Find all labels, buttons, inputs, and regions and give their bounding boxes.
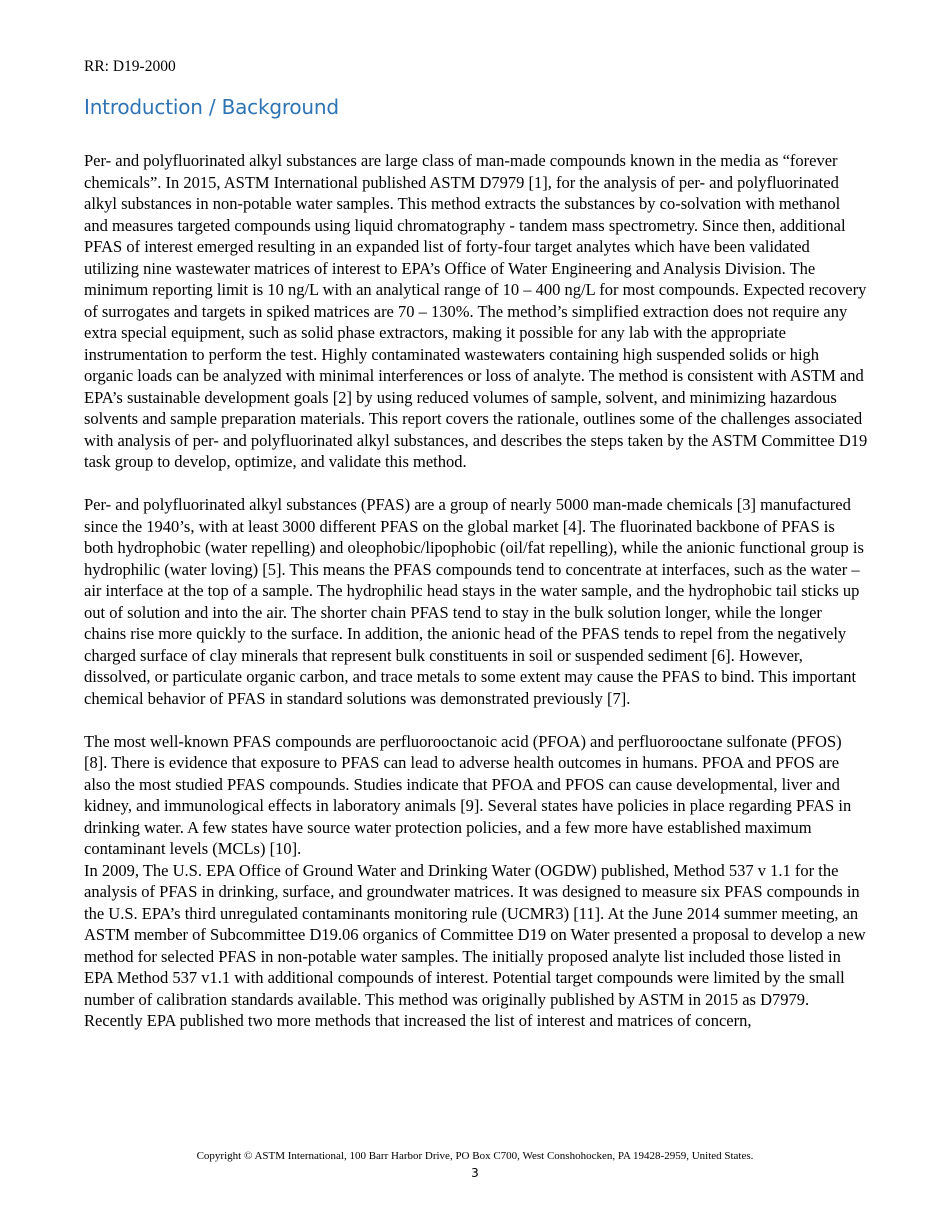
paragraph-spacer	[84, 473, 868, 495]
paragraph-pfas-properties: Per- and polyfluorinated alkyl substances (PFAS) are a group of nearly 5000 man-made chemicals [3] manufactured since the 1940’s, with at least 3000 different PFAS on the global market [4]. The fluorinated backbone of PFAS is both hydrophobic (water repelling) and oleophobic/lipophobic (oil/fat repelling), while the anionic functional group is hydrophilic (water loving) [5]. This means the PFAS compounds tend to concentrate at interfaces, such as the water – air interface at the top of a sample. The hydrophilic head stays in the water sample, and the hydrophobic tail sticks up out of solution and into the air. The shorter chain PFAS tend to stay in the bulk solution longer, while the longer chains rise more quickly to the surface. In addition, the anionic head of the PFAS tends to repel from the negatively charged surface of clay minerals that represent bulk constituents in soil or suspended sediment [6]. However, dissolved, or particulate organic carbon, and trace metals to some extent may cause the PFAS to bind. This important chemical behavior of PFAS in standard solutions was demonstrated previously [7].	[84, 495, 864, 708]
copyright-footer: Copyright © ASTM International, 100 Barr Harbor Drive, PO Box C700, West Conshohocken, PA 19428-2959, United States.	[196, 1150, 754, 1162]
page-number: 3	[471, 1166, 479, 1180]
section-heading: Introduction / Background	[84, 95, 339, 119]
paragraph-epa-history: In 2009, The U.S. EPA Office of Ground Water and Drinking Water (OGDW) published, Method 537 v 1.1 for the analysis of PFAS in drinking, surface, and groundwater matrices. It was designed to measure six PFAS compounds in the U.S. EPA’s third unregulated contaminants monitoring rule (UCMR3) [11]. At the June 2014 summer meeting, an ASTM member of Subcommittee D19.06 organics of Committee D19 on Water presented a proposal to develop a new method for selected PFAS in non-potable water samples. The initially proposed analyte list included those listed in EPA Method 537 v1.1 with additional compounds of interest. Potential target compounds were limited by the small number of calibration standards available. This method was originally published by ASTM in 2015 as D7979. Recently EPA published two more methods that increased the list of interest and matrices of concern,	[84, 860, 866, 1030]
body-text	[84, 150, 868, 1032]
paragraph-intro: Per- and polyfluorinated alkyl substances are large class of man-made compounds known in the media as “forever chemicals”. In 2015, ASTM International published ASTM D7979 [1], for the analysis of per- and polyfluorinated alkyl substances in non-potable water samples. This method extracts the substances by co-solvation with methanol and measures targeted compounds using liquid chromatography - tandem mass spectrometry. Since then, additional PFAS of interest emerged resulting in an expanded list of forty-four target analytes which have been validated utilizing nine wastewater matrices of interest to EPA’s Office of Water Engineering and Analysis Division. The minimum reporting limit is 10 ng/L with an analytical range of 10 – 400 ng/L for most compounds. Expected recovery of surrogates and targets in spiked matrices are 70 – 130%. The method’s simplified extraction does not require any extra special equipment, such as solid phase extractors, making it possible for any lab with the appropriate instrumentation to perform the test. Highly contaminated wastewaters containing high suspended solids or high organic loads can be analyzed with minimal interferences or loss of analyte. The method is consistent with ASTM and EPA’s sustainable development goals [2] by using reduced volumes of sample, solvent, and minimizing hazardous solvents and sample preparation materials. This report covers the rationale, outlines some of the challenges associated with analysis of per- and polyfluorinated alkyl substances, and describes the steps taken by the ASTM Committee D19 task group to develop, optimize, and validate this method.	[84, 151, 868, 471]
report-id-header: RR: D19-2000	[84, 58, 176, 75]
paragraph-spacer	[84, 709, 868, 731]
paragraph-pfoa-pfos: The most well-known PFAS compounds are perfluorooctanoic acid (PFOA) and perfluorooctane sulfonate (PFOS) [8]. There is evidence that exposure to PFAS can lead to adverse health outcomes in humans. PFOA and PFOS are also the most studied PFAS compounds. Studies indicate that PFOA and PFOS can cause developmental, liver and kidney, and immunological effects in laboratory animals [9]. Several states have policies in place regarding PFAS in drinking water. A few states have source water protection policies, and a few more have established maximum contaminant levels (MCLs) [10].	[84, 731, 852, 858]
